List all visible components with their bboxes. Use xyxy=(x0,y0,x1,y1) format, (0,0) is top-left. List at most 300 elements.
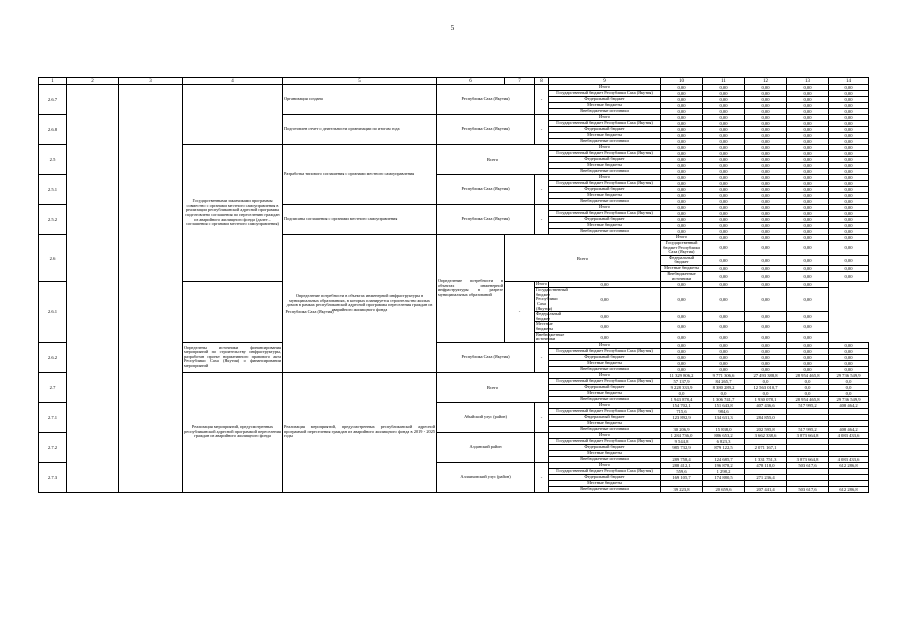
value-cell: 9 228 333,9 xyxy=(661,384,703,390)
source-label: Федеральный бюджет xyxy=(549,384,661,390)
source-label: Государственный бюджет Республики Саха (Якутия) xyxy=(549,181,661,187)
value-cell: 886 653,2 xyxy=(703,432,745,438)
value-cell: 0,00 xyxy=(703,139,745,145)
source-label: Внебюджетные источники xyxy=(549,396,661,402)
value-cell: 0,00 xyxy=(829,127,869,133)
value-cell: 715,6 xyxy=(661,408,703,414)
value-cell: 0,00 xyxy=(787,241,829,256)
value-cell: 3 873 664,8 xyxy=(787,432,829,438)
dash-cell: - xyxy=(535,175,549,205)
value-cell: 0,00 xyxy=(787,255,829,265)
value-cell: 0,00 xyxy=(549,282,661,288)
value-cell: 0,00 xyxy=(745,332,787,342)
value-cell: 0,0 xyxy=(829,384,869,390)
value-cell: 0,00 xyxy=(745,205,787,211)
value-cell: 0,00 xyxy=(745,127,787,133)
measure-description: Реализация мероприятий, предусмотренных республиканской адресной программой переселения граждан из аварийного жилищного фонда xyxy=(183,372,283,492)
value-cell: 0,00 xyxy=(829,241,869,256)
value-cell: 0,00 xyxy=(745,181,787,187)
value-cell: 0,00 xyxy=(661,169,703,175)
value-cell: 0,00 xyxy=(745,151,787,157)
value-cell: 0,00 xyxy=(787,133,829,139)
value-cell: 0,00 xyxy=(661,187,703,193)
source-label: Местные бюджеты xyxy=(661,265,703,271)
value-cell: 4 083 433,6 xyxy=(829,432,869,438)
value-cell: 0,00 xyxy=(703,121,745,127)
value-cell: 0,00 xyxy=(745,235,787,241)
value-cell: 0,00 xyxy=(829,217,869,223)
value-cell: 0,00 xyxy=(549,312,661,322)
executor-total: Всего xyxy=(437,145,549,175)
value-cell: 985 732,9 xyxy=(661,444,703,450)
value-cell: 0,00 xyxy=(745,322,787,332)
value-cell: 0,00 xyxy=(661,205,703,211)
value-cell: 1 306 741,7 xyxy=(703,396,745,402)
value-cell: 0,00 xyxy=(745,175,787,181)
value-cell: 517 995,2 xyxy=(787,402,829,408)
executor: Республика Саха (Якутия) xyxy=(437,342,535,372)
value-cell: 0,00 xyxy=(661,103,703,109)
result-description: Подготовлен отчет о деятельности организации по итогам года xyxy=(283,115,437,145)
value-cell: 517 995,2 xyxy=(787,426,829,432)
value-cell: 0,00 xyxy=(703,91,745,97)
value-cell: 0,00 xyxy=(745,187,787,193)
value-cell: 0,00 xyxy=(661,332,703,342)
value-cell: 0,00 xyxy=(787,109,829,115)
value-cell: 0,00 xyxy=(787,157,829,163)
value-cell: 0,00 xyxy=(745,109,787,115)
value-cell: 0,00 xyxy=(787,211,829,217)
source-label: Государственный бюджет Республики Саха (Якутия) xyxy=(536,287,568,311)
value-cell: 0,00 xyxy=(703,193,745,199)
column-header: 8 xyxy=(535,78,549,85)
value-cell: 0,00 xyxy=(745,312,787,322)
value-cell: 478 118,0 xyxy=(745,462,787,468)
value-cell: 0,00 xyxy=(661,322,703,332)
value-cell: 0,00 xyxy=(745,366,787,372)
value-cell: 0,00 xyxy=(661,217,703,223)
source-label: Итого xyxy=(549,145,661,151)
source-label: Местные бюджеты xyxy=(549,193,661,199)
source-label: Государственный бюджет Республики Саха (Якутия) xyxy=(549,121,661,127)
value-cell: 0,00 xyxy=(829,115,869,121)
result-description: Определение потребности в объектах инженерной инфраструктуры в разрезе муниципальных образований xyxy=(437,235,505,343)
value-cell: 0,00 xyxy=(745,354,787,360)
value-cell: 1 284 736,0 xyxy=(661,432,703,438)
executor: Алданский район xyxy=(437,432,535,462)
value-cell: 0,00 xyxy=(703,163,745,169)
column-header: 14 xyxy=(829,78,869,85)
value-cell: 0,00 xyxy=(703,169,745,175)
source-label: Местные бюджеты xyxy=(549,480,661,486)
source-label: Местные бюджеты xyxy=(549,390,661,396)
value-cell: 3 662 338,6 xyxy=(745,432,787,438)
source-label: Внебюджетные источники xyxy=(549,366,661,372)
source-label: Государственный бюджет Республики Саха (Якутия) xyxy=(549,408,661,414)
source-label: Местные бюджеты xyxy=(549,360,661,366)
value-cell: 503 617,6 xyxy=(787,486,829,492)
executor-total: Всего xyxy=(505,235,661,282)
value-cell: 0,00 xyxy=(787,91,829,97)
source-label: Итого xyxy=(549,462,661,468)
value-cell: 0,00 xyxy=(661,181,703,187)
item-code: 2.7.1 xyxy=(39,402,67,432)
source-label: Внебюджетные источники xyxy=(549,229,661,235)
source-label: Государственный бюджет Республики Саха (Якутия) xyxy=(549,91,661,97)
source-label: Внебюджетные источники xyxy=(549,169,661,175)
value-cell: 202 595,8 xyxy=(745,426,787,432)
value-cell: 0,00 xyxy=(829,139,869,145)
value-cell: 29 736 549,9 xyxy=(829,372,869,378)
value-cell: 124 685,7 xyxy=(703,456,745,462)
source-label: Государственный бюджет Республики Саха (Якутия) xyxy=(549,348,661,354)
dash-cell: - xyxy=(535,402,549,432)
source-label: Государственный бюджет Республики Саха (Якутия) xyxy=(549,468,661,474)
dash-cell: - xyxy=(535,85,549,115)
column-header: 4 xyxy=(183,78,283,85)
column-header: 5 xyxy=(283,78,437,85)
value-cell: 4 083 433,6 xyxy=(829,456,869,462)
value-cell: 0,00 xyxy=(745,133,787,139)
value-cell: 0,00 xyxy=(703,241,745,256)
value-cell: 0,00 xyxy=(829,342,869,348)
value-cell: 0,00 xyxy=(745,288,787,312)
value-cell: 0,00 xyxy=(829,133,869,139)
value-cell: 134 631,3 xyxy=(703,414,745,420)
value-cell: 11 329 806,2 xyxy=(661,372,703,378)
value-cell: 0,00 xyxy=(787,271,829,281)
value-cell: 0,00 xyxy=(745,348,787,354)
value-cell: 0,00 xyxy=(829,151,869,157)
value-cell: 0,00 xyxy=(745,163,787,169)
value-cell: 288 412,1 xyxy=(661,462,703,468)
source-label: Итого xyxy=(549,115,661,121)
col4-cell xyxy=(183,85,283,145)
value-cell: 0,00 xyxy=(829,169,869,175)
column-header: 10 xyxy=(661,78,703,85)
value-cell: 0,00 xyxy=(703,133,745,139)
source-label: Внебюджетные источники xyxy=(549,109,661,115)
value-cell: 0,00 xyxy=(703,366,745,372)
item-code: 2.6.2 xyxy=(39,342,67,372)
value-cell: 0,00 xyxy=(745,271,787,281)
value-cell: 0,00 xyxy=(745,360,787,366)
value-cell: 0,00 xyxy=(745,282,787,288)
source-label: Федеральный бюджет xyxy=(549,217,661,223)
value-cell: 0,00 xyxy=(661,229,703,235)
value-cell: 0,00 xyxy=(829,187,869,193)
executor-total: Всего xyxy=(437,372,549,402)
value-cell: 0,00 xyxy=(703,223,745,229)
executor: Аллаиховский улус (район) xyxy=(437,462,535,492)
value-cell: 123 892,9 xyxy=(661,414,703,420)
value-cell: 0,00 xyxy=(745,91,787,97)
item-code: 2.6.1 xyxy=(39,282,67,343)
value-cell: 0,00 xyxy=(787,348,829,354)
value-cell: 0,00 xyxy=(703,288,745,312)
value-cell: 0,00 xyxy=(661,145,703,151)
column-header: 6 xyxy=(437,78,505,85)
table-body xyxy=(39,78,869,493)
value-cell: 0,00 xyxy=(661,342,703,348)
source-label: Федеральный бюджет xyxy=(661,255,703,265)
value-cell: 0,00 xyxy=(703,187,745,193)
value-cell: 0,00 xyxy=(787,181,829,187)
value-cell: 0,00 xyxy=(703,312,745,322)
item-code: 2.5.2 xyxy=(39,205,67,235)
column-header: 1 xyxy=(39,78,67,85)
source-label: Федеральный бюджет xyxy=(549,354,661,360)
header-row xyxy=(39,78,869,85)
value-cell: 0,00 xyxy=(787,139,829,145)
value-cell: 0,00 xyxy=(829,235,869,241)
value-cell: 0,00 xyxy=(661,91,703,97)
value-cell: 0,00 xyxy=(787,145,829,151)
source-label: Местные бюджеты xyxy=(549,103,661,109)
value-cell: 0,00 xyxy=(787,103,829,109)
value-cell: 1 943 878,4 xyxy=(661,396,703,402)
value-cell: 0,00 xyxy=(661,127,703,133)
value-cell: 0,00 xyxy=(787,169,829,175)
value-cell: 879 122,5 xyxy=(703,444,745,450)
value-cell: 0,00 xyxy=(745,342,787,348)
executor: Республика Саха (Якутия) xyxy=(437,205,535,235)
column-header: 2 xyxy=(67,78,119,85)
value-cell: 0,00 xyxy=(829,181,869,187)
value-cell: 0,00 xyxy=(661,354,703,360)
value-cell: 0,00 xyxy=(703,115,745,121)
value-cell: 0,0 xyxy=(829,390,869,396)
value-cell: 0,00 xyxy=(703,322,745,332)
value-cell: 0,00 xyxy=(661,312,703,322)
source-label: Федеральный бюджет xyxy=(549,97,661,103)
value-cell: 0,00 xyxy=(745,217,787,223)
value-cell: 0,00 xyxy=(829,97,869,103)
result-description: Организация создана xyxy=(283,85,437,115)
value-cell: 0,00 xyxy=(661,366,703,372)
value-cell: 0,00 xyxy=(661,109,703,115)
dash-cell xyxy=(535,432,549,462)
value-cell: 0,00 xyxy=(745,103,787,109)
value-cell: 0,00 xyxy=(829,360,869,366)
value-cell: 0,00 xyxy=(829,255,869,265)
source-label: Федеральный бюджет xyxy=(549,474,661,480)
value-cell: 0,00 xyxy=(661,360,703,366)
value-cell: 0,00 xyxy=(703,175,745,181)
value-cell: 0,00 xyxy=(703,97,745,103)
value-cell: 559,6 xyxy=(661,468,703,474)
item-code: 2.6.8 xyxy=(39,115,67,145)
source-label: Итого xyxy=(549,372,661,378)
value-cell: 0,00 xyxy=(661,133,703,139)
value-cell: 151 643,8 xyxy=(703,402,745,408)
value-cell: 0,00 xyxy=(661,348,703,354)
value-cell: 20 659,6 xyxy=(703,486,745,492)
column-header: 7 xyxy=(505,78,535,85)
value-cell: 0,00 xyxy=(549,322,661,332)
value-cell: 0,00 xyxy=(745,241,787,256)
value-cell: 0,00 xyxy=(745,121,787,127)
value-cell: 196 878,2 xyxy=(703,462,745,468)
value-cell: 9 544,8 xyxy=(661,438,703,444)
value-cell: 0,00 xyxy=(787,332,829,342)
value-cell: 0,00 xyxy=(661,151,703,157)
value-cell: 0,00 xyxy=(661,175,703,181)
value-cell: 0,00 xyxy=(829,121,869,127)
value-cell: 0,00 xyxy=(745,211,787,217)
source-label: Внебюджетные источники xyxy=(536,331,565,342)
value-cell: 271 236,4 xyxy=(745,474,787,480)
dash-cell: - xyxy=(535,115,549,145)
value-cell: 0,0 xyxy=(829,378,869,384)
dash-cell: - xyxy=(535,342,549,372)
value-cell: 0,00 xyxy=(787,288,829,312)
value-cell: 84 265,7 xyxy=(703,378,745,384)
value-cell: 0,00 xyxy=(661,115,703,121)
value-cell: 984,6 xyxy=(703,408,745,414)
result-description: Реализация мероприятий, предусмотренных республиканской адресной программой переселения граждан из аварийного жилищного фонда в 2019 - 2025 годы xyxy=(283,372,437,492)
executor: Республика Саха (Якутия) xyxy=(437,115,535,145)
value-cell: 0,00 xyxy=(787,163,829,169)
source-label: Местные бюджеты xyxy=(549,133,661,139)
value-cell: 503 617,6 xyxy=(787,462,829,468)
value-cell: 0,00 xyxy=(787,175,829,181)
source-label: Местные бюджеты xyxy=(549,223,661,229)
executor: Республика Саха (Якутия) xyxy=(437,175,535,205)
value-cell: 0,00 xyxy=(661,163,703,169)
executor: Абыйский улус (район) xyxy=(437,402,535,432)
value-cell: 0,00 xyxy=(703,217,745,223)
value-cell: 39 223,8 xyxy=(661,486,703,492)
column-header: 13 xyxy=(787,78,829,85)
item-code: 2.7 xyxy=(39,372,67,402)
value-cell: 0,00 xyxy=(703,265,745,271)
value-cell: 29 736 549,9 xyxy=(829,396,869,402)
dash-cell: - xyxy=(535,205,549,235)
value-cell: 0,00 xyxy=(787,151,829,157)
value-cell: 0,00 xyxy=(703,205,745,211)
value-cell: 0,00 xyxy=(703,145,745,151)
value-cell: 0,00 xyxy=(661,193,703,199)
value-cell: 0,0 xyxy=(703,390,745,396)
source-label: Федеральный бюджет xyxy=(536,311,562,321)
value-cell: 0,00 xyxy=(745,145,787,151)
value-cell: 9 771 306,6 xyxy=(703,372,745,378)
source-label: Федеральный бюджет xyxy=(549,444,661,450)
value-cell: 0,0 xyxy=(787,390,829,396)
value-cell: 0,00 xyxy=(703,271,745,281)
value-cell: 0,00 xyxy=(661,199,703,205)
value-cell: 0,00 xyxy=(829,163,869,169)
source-label: Итого xyxy=(536,281,547,287)
value-cell: 0,00 xyxy=(703,211,745,217)
value-cell: 15 838,0 xyxy=(703,426,745,432)
value-cell: 0,00 xyxy=(745,97,787,103)
value-cell: 0,00 xyxy=(829,145,869,151)
value-cell: 0,00 xyxy=(787,85,829,91)
value-cell: 0,00 xyxy=(703,181,745,187)
source-label: Федеральный бюджет xyxy=(549,127,661,133)
source-label: Федеральный бюджет xyxy=(549,157,661,163)
value-cell: 0,00 xyxy=(787,217,829,223)
value-cell: 0,0 xyxy=(745,390,787,396)
result-description: Разработка типового соглашения с органами местного самоуправления xyxy=(283,145,437,205)
value-cell: 0,00 xyxy=(745,115,787,121)
column-header: 3 xyxy=(119,78,183,85)
value-cell: 0,00 xyxy=(745,193,787,199)
value-cell: 0,00 xyxy=(787,360,829,366)
value-cell: 8 380 289,2 xyxy=(703,384,745,390)
value-cell: 408 464,2 xyxy=(829,402,869,408)
value-cell: 0,00 xyxy=(787,127,829,133)
value-cell: 0,00 xyxy=(787,366,829,372)
value-cell: 0,00 xyxy=(661,157,703,163)
source-label: Итого xyxy=(549,402,661,408)
item-code: 2.6 xyxy=(39,235,67,282)
value-cell: 0,00 xyxy=(745,223,787,229)
value-cell: 0,00 xyxy=(829,223,869,229)
page-number: 5 xyxy=(450,24,455,32)
value-cell: 1 331 751,3 xyxy=(745,456,787,462)
source-label: Федеральный бюджет xyxy=(549,187,661,193)
value-cell: 0,00 xyxy=(787,115,829,121)
value-cell: 1 930 078,1 xyxy=(745,396,787,402)
item-code: 2.5 xyxy=(39,145,67,175)
value-cell: 0,00 xyxy=(661,121,703,127)
source-label: Местные бюджеты xyxy=(536,321,553,331)
dash-cell: - xyxy=(505,282,535,343)
value-cell: 0,00 xyxy=(829,193,869,199)
value-cell: 407 436,6 xyxy=(745,402,787,408)
program-table xyxy=(38,77,869,493)
result-description: Подписаны соглашения с органами местного самоуправления xyxy=(283,205,437,235)
value-cell: 0,00 xyxy=(787,121,829,127)
value-cell: 0,00 xyxy=(829,211,869,217)
source-label: Итого xyxy=(661,235,703,241)
value-cell: 0,00 xyxy=(703,354,745,360)
value-cell: 0,00 xyxy=(703,199,745,205)
source-label: Итого xyxy=(549,175,661,181)
value-cell: 0,00 xyxy=(661,97,703,103)
value-cell: 0,00 xyxy=(745,255,787,265)
source-label: Итого xyxy=(549,342,661,348)
value-cell: 12 563 010,7 xyxy=(745,384,787,390)
source-label: Государственный бюджет Республики Саха (Якутия) xyxy=(549,151,661,157)
source-label: Государственный бюджет Республики Саха (Якутия) xyxy=(661,241,703,256)
value-cell: 0,00 xyxy=(829,157,869,163)
col2-cell xyxy=(67,85,119,493)
value-cell: 0,00 xyxy=(787,342,829,348)
value-cell: 0,00 xyxy=(787,322,829,332)
value-cell: 0,00 xyxy=(829,348,869,354)
value-cell: 0,00 xyxy=(787,229,829,235)
source-label: Местные бюджеты xyxy=(549,450,661,456)
value-cell: 174 880,5 xyxy=(703,474,745,480)
result-description: Определены источники финансирования мероприятий по строительству инфраструктуры, разработан проект нормативного правового акта Республики Саха (Якутия) о финансировании мероприятий xyxy=(183,342,283,372)
value-cell: 0,00 xyxy=(787,199,829,205)
value-cell: 0,00 xyxy=(703,127,745,133)
value-cell: 0,00 xyxy=(661,288,703,312)
value-cell: 0,00 xyxy=(703,229,745,235)
source-label: Итого xyxy=(549,85,661,91)
value-cell: 0,00 xyxy=(787,223,829,229)
value-cell: 284 855,0 xyxy=(745,414,787,420)
value-cell: 0,00 xyxy=(703,235,745,241)
value-cell: 0,00 xyxy=(745,139,787,145)
value-cell: 0,00 xyxy=(661,282,703,288)
source-label: Итого xyxy=(549,205,661,211)
value-cell: 0,00 xyxy=(829,205,869,211)
